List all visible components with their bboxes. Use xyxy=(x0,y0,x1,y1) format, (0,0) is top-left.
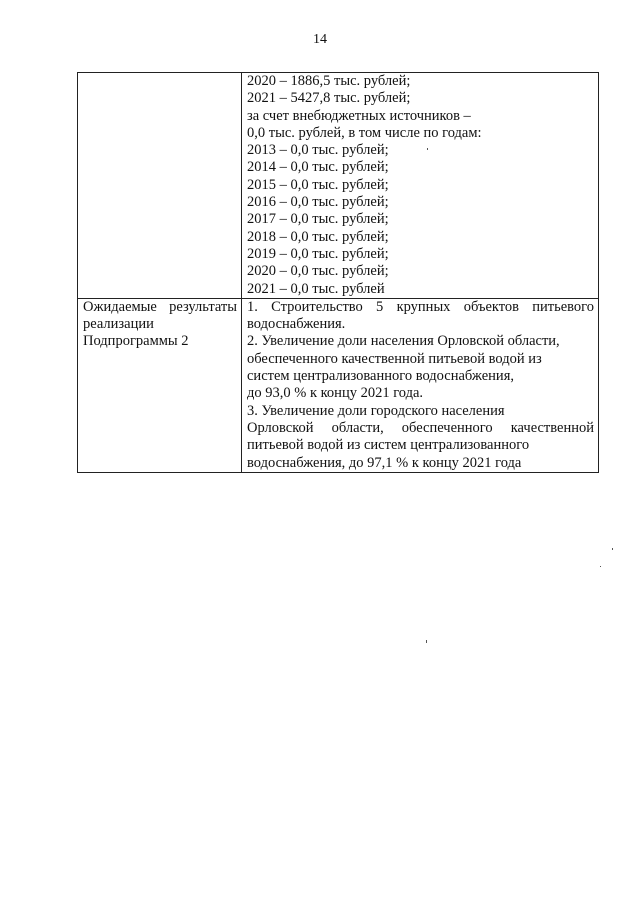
funding-values-cell xyxy=(242,73,599,299)
page-number: 14 xyxy=(313,32,327,47)
funding-line: 0,0 тыс. рублей, в том числе по годам: xyxy=(247,124,482,141)
passport-table xyxy=(77,72,599,473)
expected-results-values-cell xyxy=(242,298,599,472)
expected-results-label-line: реализации xyxy=(83,316,154,333)
scan-speck xyxy=(600,566,601,567)
funding-line: за счет внебюджетных источников – xyxy=(247,107,471,124)
funding-label-cell xyxy=(78,73,242,299)
result-line: 1. Строительство 5 крупных объектов питьевого xyxy=(247,298,594,315)
expected-results-label-line: Ожидаемые результаты xyxy=(83,298,237,315)
result-line: водоснабжения. xyxy=(247,316,346,333)
result-line: водоснабжения, до 97,1 % к концу 2021 года xyxy=(247,454,522,471)
result-line: до 93,0 % к концу 2021 года. xyxy=(247,385,424,402)
funding-line: 2015 – 0,0 тыс. рублей; xyxy=(247,176,389,193)
scan-speck xyxy=(426,640,427,643)
expected-results-label-line: Подпрограммы 2 xyxy=(83,333,189,350)
funding-line: 2017 – 0,0 тыс. рублей; xyxy=(247,211,389,228)
funding-line: 2020 – 0,0 тыс. рублей; xyxy=(247,263,389,280)
funding-line: 2019 – 0,0 тыс. рублей; xyxy=(247,245,389,262)
result-line: 2. Увеличение доли населения Орловской области, xyxy=(247,333,560,350)
result-line: питьевой водой из систем централизованного xyxy=(247,437,530,454)
funding-line: 2014 – 0,0 тыс. рублей; xyxy=(247,159,389,176)
scan-speck xyxy=(427,148,428,150)
table-row-funding xyxy=(78,73,599,299)
result-line: обеспеченного качественной питьевой водой из xyxy=(247,350,542,367)
result-line: систем централизованного водоснабжения, xyxy=(247,368,514,385)
result-line: 3. Увеличение доли городского населения xyxy=(247,402,505,419)
funding-line: 2020 – 1886,5 тыс. рублей; xyxy=(247,73,411,89)
funding-line: 2021 – 5427,8 тыс. рублей; xyxy=(247,90,411,107)
expected-results-label-cell xyxy=(78,298,242,472)
table-row-expected-results xyxy=(78,298,599,472)
funding-line: 2016 – 0,0 тыс. рублей; xyxy=(247,194,389,211)
funding-line: 2021 – 0,0 тыс. рублей xyxy=(247,280,385,297)
result-line: Орловской области, обеспеченного качественной xyxy=(247,419,594,436)
scan-speck xyxy=(612,548,613,550)
funding-line: 2013 – 0,0 тыс. рублей; xyxy=(247,142,389,159)
funding-line: 2018 – 0,0 тыс. рублей; xyxy=(247,228,389,245)
